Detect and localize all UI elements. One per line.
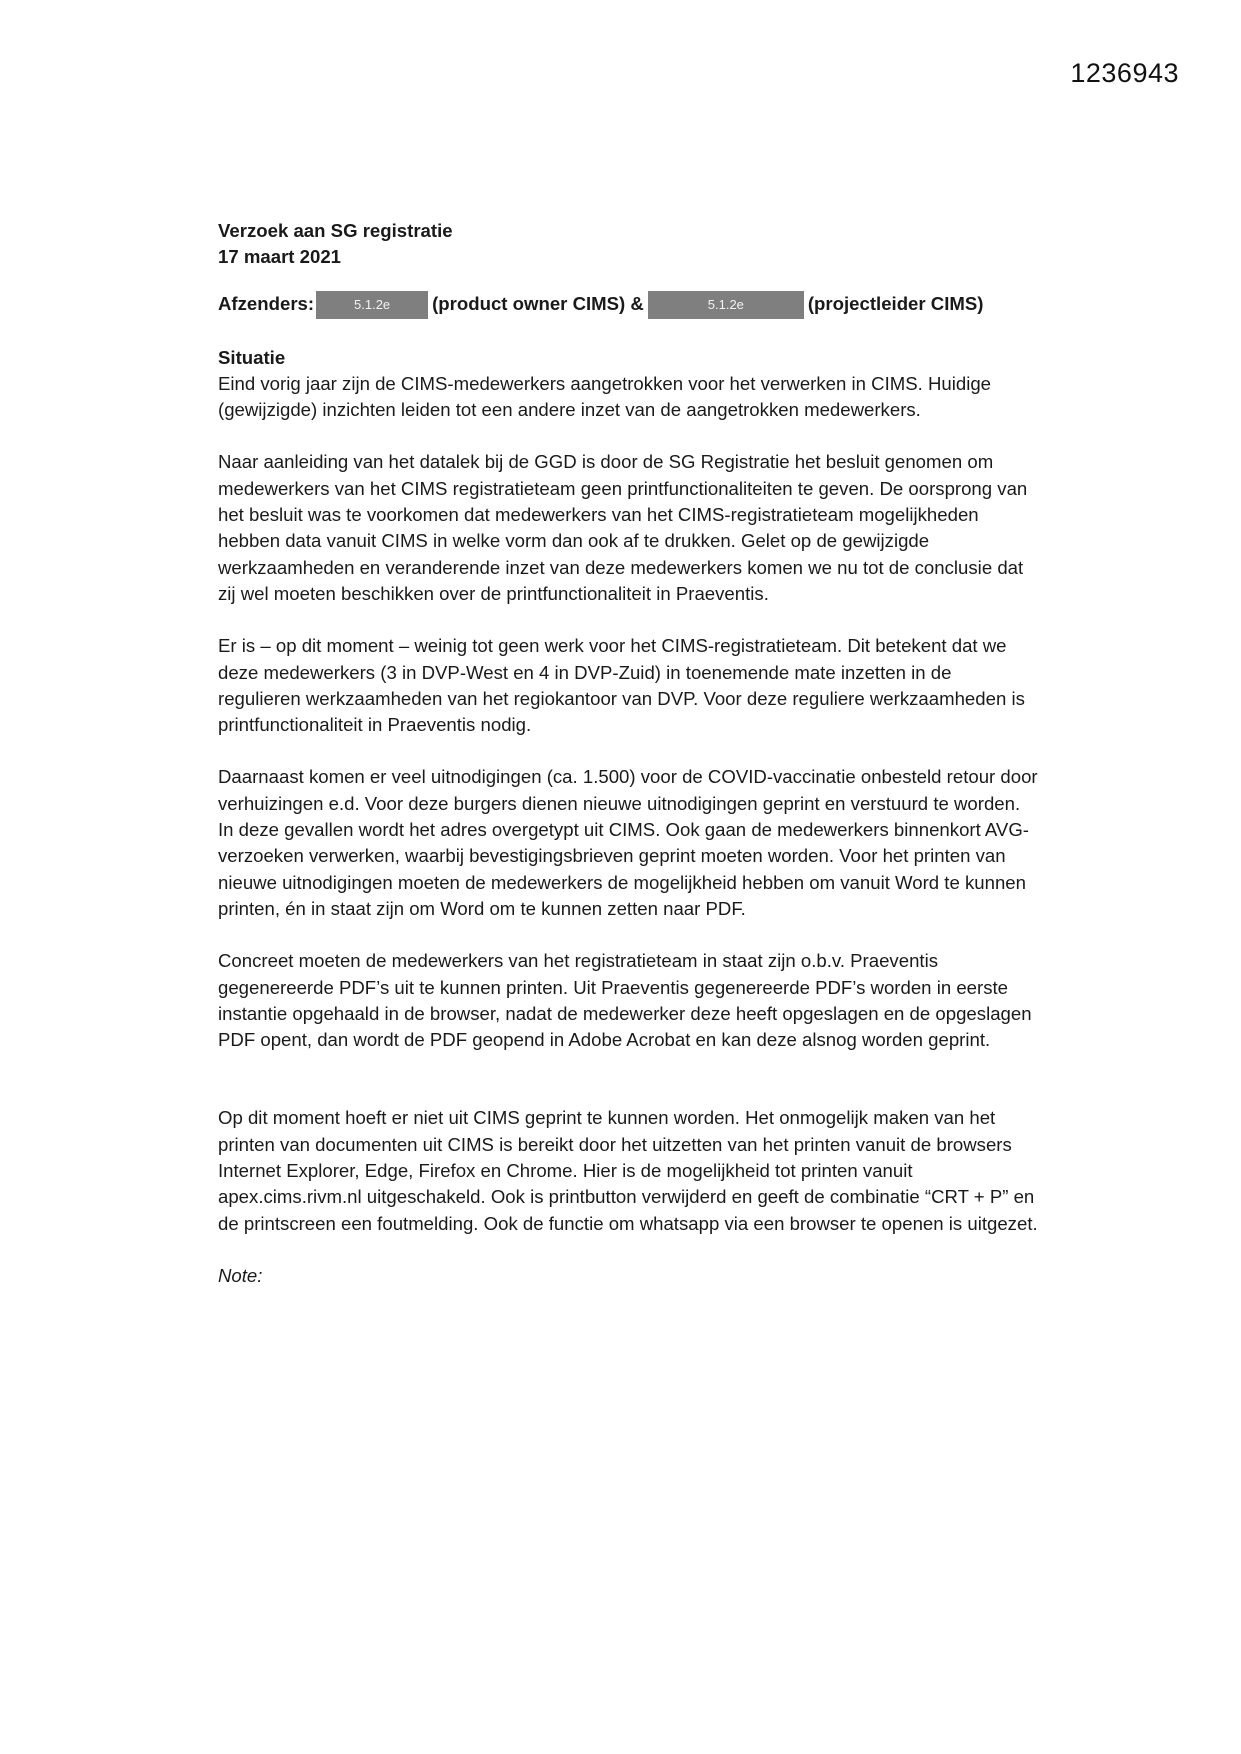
- note-label: Note:: [218, 1264, 263, 1286]
- paragraph: Daarnaast komen er veel uitnodigingen (ca. 1.500) voor de COVID-vaccinatie onbesteld retour door verhuizingen e.d. Voor deze burgers dienen nieuwe uitnodigingen geprint en verstuurd te worden. In deze gevallen wordt het adres overgetypt uit CIMS. Ook gaan de medewerkers binnenkort AVG-verzoeken verwerken, waarbij bevestigingsbrieven geprint moeten worden. Voor het printen van nieuwe uitnodigingen moeten de medewerkers de mogelijkheid hebben om vanuit Word te kunnen printen, én in staat zijn om Word om te kunnen zetten naar PDF.: [218, 766, 1038, 919]
- letter-title: Verzoek aan SG registratie: [218, 220, 453, 241]
- senders-label: Afzenders:: [218, 293, 315, 315]
- paragraph: Eind vorig jaar zijn de CIMS-medewerkers aangetrokken voor het verwerken in CIMS. Huidige (gewijzigde) inzichten leiden tot een andere inzet van de aangetrokken medewerkers.: [218, 372, 992, 421]
- redaction-box: 5.1.2e: [316, 291, 428, 319]
- paragraph: Naar aanleiding van het datalek bij de GGD is door de SG Registratie het besluit genomen om medewerkers van het CIMS registratieteam geen printfunctionaliteiten te geven. De oorsprong van het besluit was te voorkomen dat medewerkers van het CIMS-registratieteam mogelijkheden hebben data vanuit CIMS in welke vorm dan ook af te drukken. Gelet op de gewijzigde werkzaamheden en veranderende inzet van deze medewerkers komen we nu tot de conclusie dat zij wel moeten beschikken over de printfunctionaliteit in Praeventis.: [218, 451, 1028, 604]
- sender-role-projectleider: (projectleider CIMS): [807, 293, 984, 315]
- paragraph: Op dit moment hoeft er niet uit CIMS geprint te kunnen worden. Het onmogelijk maken van het printen van documenten uit CIMS is bereikt door het uitzetten van het printen vanuit de browsers Internet Explorer, Edge, Firefox en Chrome. Hier is de mogelijkheid tot printen vanuit apex.cims.rivm.nl uitgeschakeld. Ook is printbutton verwijderd en geeft de combinatie “CRT + P” en de printscreen een foutmelding. Ook de functie om whatsapp via een browser te openen is uitgezet.: [218, 1107, 1038, 1234]
- redaction-box: 5.1.2e: [648, 291, 804, 319]
- letter-date: 17 maart 2021: [218, 246, 342, 268]
- document-number: 1236943: [1070, 58, 1179, 88]
- paragraph: Concreet moeten de medewerkers van het registratieteam in staat zijn o.b.v. Praeventis gegenereerde PDF’s uit te kunnen printen. Uit Praeventis gegenereerde PDF’s worden in eerste instantie opgehaald in de browser, nadat de medewerker deze heeft opgeslagen en de opgeslagen PDF opent, dan wordt de PDF geopend in Adobe Acrobat en kan deze alsnog worden geprint.: [218, 950, 1032, 1051]
- letter-body: [218, 218, 1038, 1289]
- sender-role-product-owner: (product owner CIMS) &: [432, 293, 644, 315]
- paragraph: Er is – op dit moment – weinig tot geen werk voor het CIMS-registratieteam. Dit betekent dat we deze medewerkers (3 in DVP-West en 4 in DVP-Zuid) in toenemende mate inzetten in de regulieren werkzaamheden van het regiokantoor van DVP. Voor deze reguliere werkzaamheden is printfunctionaliteit in Praeventis nodig.: [218, 635, 1025, 736]
- senders-line: [218, 291, 1038, 319]
- letter-header: [218, 218, 1038, 271]
- section-title: Situatie: [218, 346, 286, 368]
